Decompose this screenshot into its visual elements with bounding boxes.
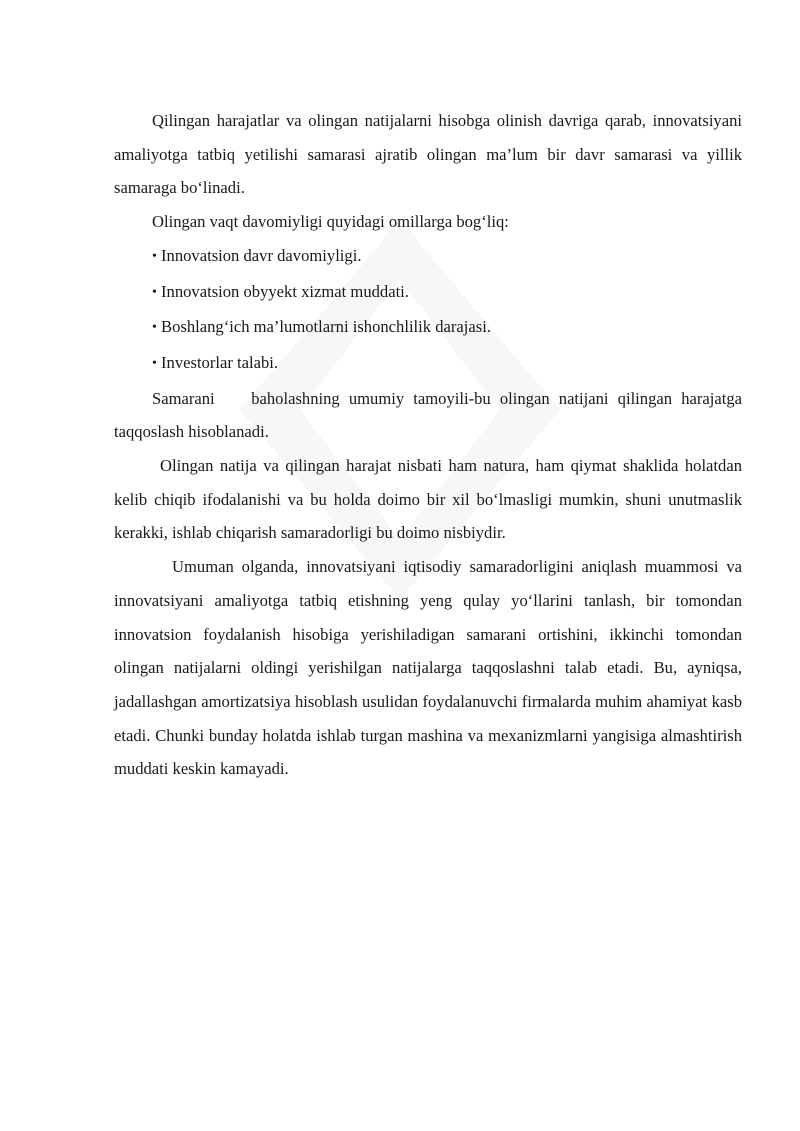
paragraph-5: Umuman olganda, innovatsiyani iqtisodiy samaradorligini aniqlash muammosi va innovatsiyani amaliyotga tatbiq etishning yeng qulay yo‘llarini tanlash, bir tomondan innovatsion foydalanish hisobiga yerishiladigan samarani ortishini, ikkinchi tomondan olingan natijalarni oldingi yerishilgan natijalarga taqqoslashni talab etadi. Bu, ayniqsa, jadallashgan amortizatsiya hisoblash usulidan foydalanuvchi firmalarda muhim ahamiyat kasb etadi. Chunki bunday holatda ishlab turgan mashina va mexanizmlarni yangisiga almashtirish muddati keskin kamayadi. [114, 557, 742, 779]
bullet-icon: • [152, 248, 157, 264]
bullet-icon: • [152, 355, 157, 371]
paragraph-2: Olingan vaqt davomiyligi quyidagi omillarga bog‘liq: [152, 212, 509, 232]
paragraph-1: Qilingan harajatlar va olingan natijalarni hisobga olinish davriga qarab, innovatsiyani amaliyotga tatbiq yetilishi samarasi ajratib olingan ma’lum bir davr samarasi va yillik samaraga bo‘linadi. [114, 111, 742, 198]
bullet-item [114, 310, 742, 346]
paragraph-3: Samarani baholashning umumiy tamoyili-bu olingan natijani qilingan harajatga taqqoslash hisoblanadi. [114, 388, 747, 442]
bullet-text: Innovatsion obyyekt xizmat muddati. [161, 281, 409, 301]
bullet-text: Innovatsion davr davomiyligi. [161, 245, 362, 265]
bullet-text: Boshlang‘ich ma’lumotlarni ishonchlilik darajasi. [161, 317, 491, 337]
bullet-item [114, 239, 742, 275]
document-body [114, 104, 747, 786]
bullet-icon: • [152, 320, 157, 336]
bullet-item [114, 275, 742, 311]
bullet-text: Investorlar talabi. [161, 352, 279, 372]
bullet-icon: • [152, 284, 157, 300]
bullet-item [114, 346, 742, 382]
paragraph-4: Olingan natija va qilingan harajat nisbati ham natura, ham qiymat shaklida holatdan kelib chiqib ifodalanishi va bu holda doimo bir xil bo‘lmasligi mumkin, shuni unutmaslik kerakki, ishlab chiqarish samaradorligi bu doimo nisbiydir. [114, 456, 742, 543]
